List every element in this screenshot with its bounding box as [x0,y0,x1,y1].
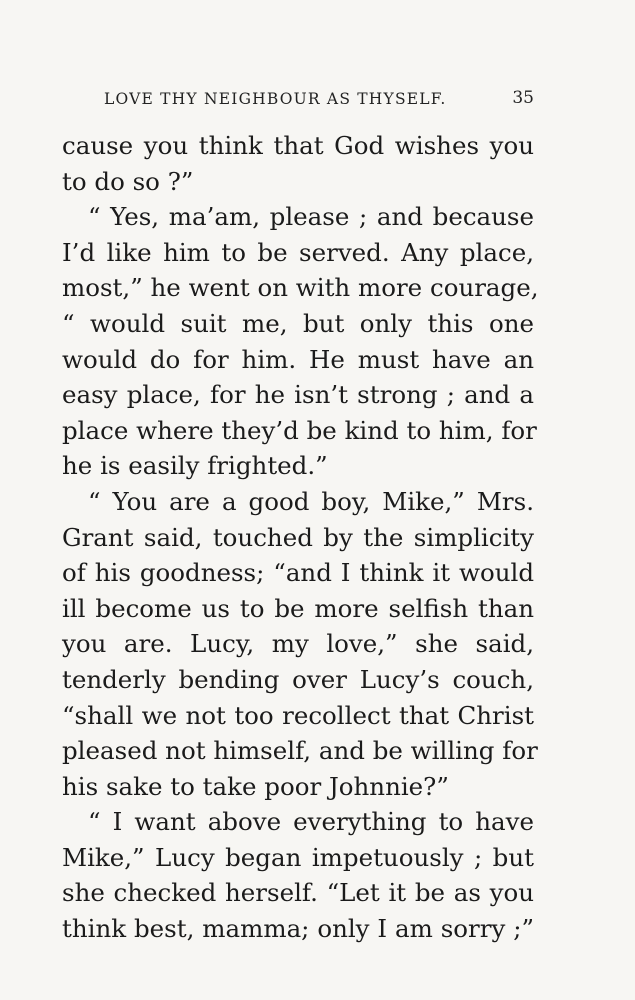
text-line: “ Yes, ma’am, please ; and because [88,202,534,232]
text-line: pleased not himself, and be willing for [62,736,538,766]
text-line: cause you think that God wishes you [62,131,534,160]
text-line: “ would suit me, but only this one [62,308,534,338]
text-line: of his goodness; “and I think it would [62,558,534,588]
text-line: Mike,” Lucy began impetuously ; but [62,842,534,872]
text-line: would do for him. He must have an [62,344,534,374]
text-line: I’d like him to be served. Any place, [62,237,534,267]
text-line: he is easily frighted.” [62,451,328,481]
page-number: 35 [512,88,534,108]
text-line: “ I want above everything to have [88,807,534,837]
text-line: you are. Lucy, my love,” she said, [62,629,534,659]
text-line: most,” he went on with more courage, [62,273,539,303]
text-line: “ You are a good boy, Mike,” Mrs. [88,486,534,516]
running-head [104,86,534,114]
chapter-title: LOVE THY NEIGHBOUR AS THYSELF. [104,90,447,108]
text-line: easy place, for he isn’t strong ; and a [62,380,534,410]
text-line: Grant said, touched by the simplicity [62,522,534,552]
text-line: think best, mamma; only I am sorry ;” [62,914,534,944]
text-line: to do so ?” [62,166,194,196]
text-line: place where they’d be kind to him, for [62,415,537,445]
text-line: tenderly bending over Lucy’s couch, [62,664,534,694]
body-text [62,128,539,947]
text-line: his sake to take poor Johnnie?” [62,771,449,801]
text-line: she checked herself. “Let it be as you [62,878,534,908]
text-line: ill become us to be more selfish than [62,593,534,623]
text-line: “shall we not too recollect that Christ [62,700,534,730]
